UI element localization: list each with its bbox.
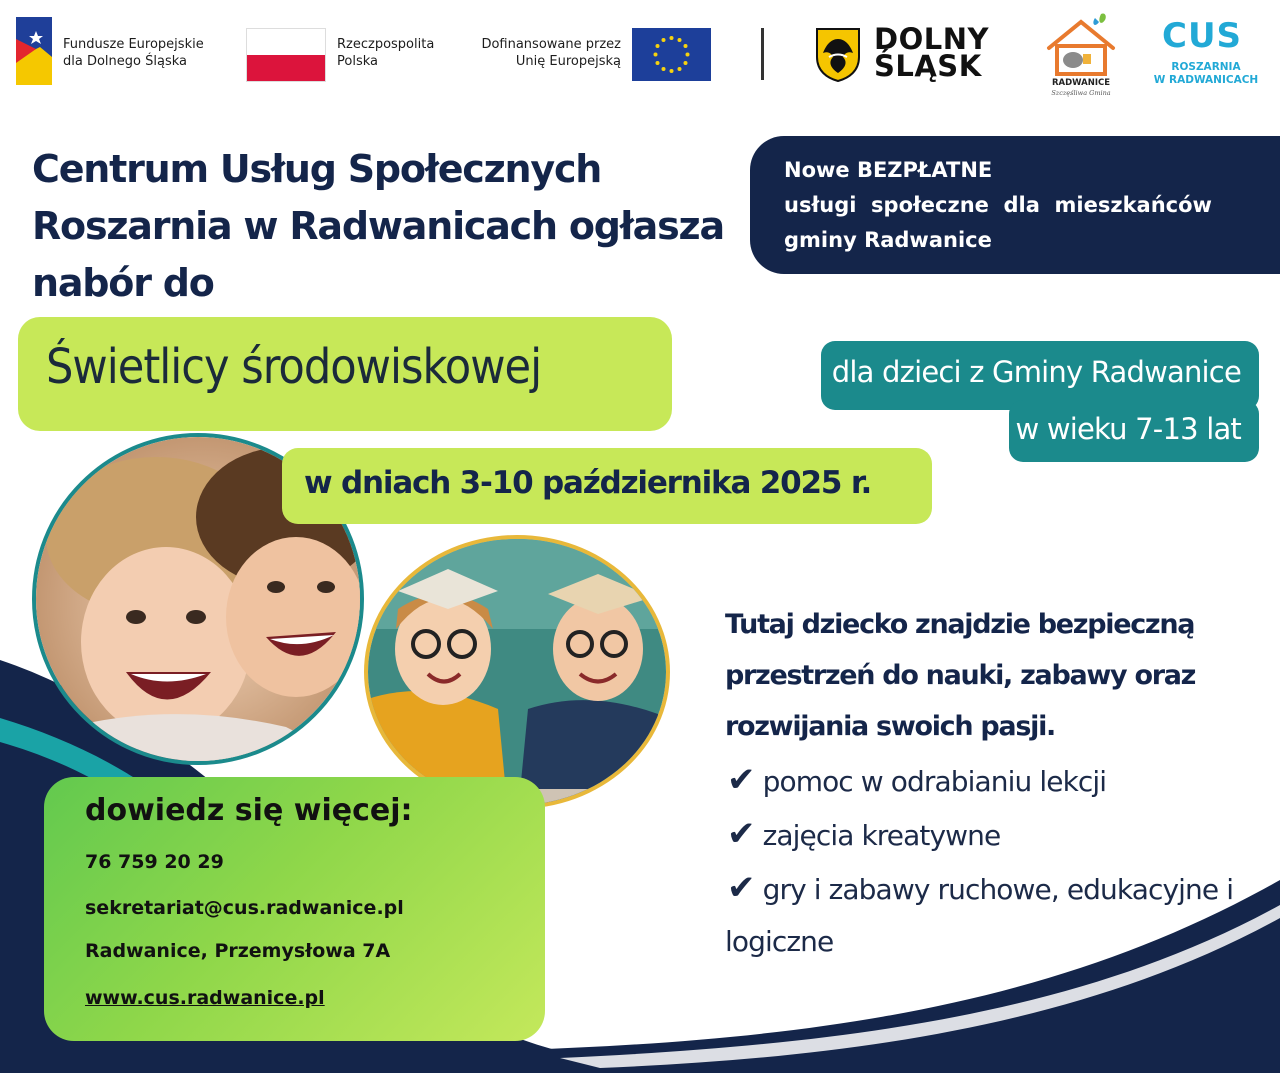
info-line-2: przestrzeń do nauki, zabawy oraz — [725, 660, 1196, 691]
eu-flag-icon — [632, 28, 711, 81]
checkmark-icon: ✔ — [727, 814, 755, 854]
polish-flag — [246, 28, 326, 82]
info-paragraph — [725, 599, 1265, 752]
contact-website-link[interactable]: www.cus.radwanice.pl — [85, 987, 325, 1009]
audience-box-2 — [1009, 400, 1259, 462]
free-services-banner — [750, 136, 1280, 274]
banner-line-3: gminy Radwanice — [784, 228, 992, 252]
checklist-text-3: gry i zabawy ruchowe, edukacyjne i — [762, 873, 1234, 906]
fundusze-europejskie-logo — [16, 17, 52, 85]
info-line-1: Tutaj dziecko znajdzie bezpieczną — [725, 609, 1195, 640]
banner-line-1: Nowe BEZPŁATNE — [784, 158, 993, 182]
info-line-3: rozwijania swoich pasji. — [725, 711, 1055, 742]
children-photo-2 — [364, 535, 670, 809]
contact-box — [44, 777, 545, 1041]
radwanice-house-logo — [1043, 8, 1119, 78]
audience-line-2: w wieku 7-13 lat — [1015, 412, 1241, 446]
contact-email[interactable]: sekretariat@cus.radwanice.pl — [85, 897, 404, 919]
checkmark-icon: ✔ — [727, 760, 755, 800]
checklist-text-2: zajęcia kreatywne — [762, 819, 1001, 852]
fundusze-europejskie-text: Fundusze Europejskie dla Dolnego Śląska — [63, 37, 204, 69]
checklist-item-3-continued: logiczne — [725, 925, 834, 958]
eu-funding-text: Dofinansowane przez Unię Europejską — [481, 37, 621, 69]
banner-line-2: usługi społeczne dla mieszkańców — [784, 193, 1212, 217]
radwanice-subtitle: Szczęśliwa Gmina — [1051, 89, 1111, 97]
checklist-item-3 — [727, 868, 1233, 908]
cus-logo: CUS — [1162, 16, 1243, 56]
checklist-item-1 — [727, 760, 1106, 800]
headline-line-2: Roszarnia w Radwanicach ogłasza — [32, 204, 724, 248]
dates-text: w dniach 3-10 października 2025 r. — [304, 465, 872, 501]
checkmark-icon: ✔ — [727, 868, 755, 908]
audience-line-1: dla dzieci z Gminy Radwanice — [831, 355, 1241, 389]
dates-box — [282, 448, 932, 524]
header-divider — [761, 28, 764, 80]
contact-title: dowiedz się więcej: — [85, 793, 413, 828]
contact-address: Radwanice, Przemysłowa 7A — [85, 940, 391, 962]
program-name-box — [18, 317, 672, 431]
headline-line-1: Centrum Usług Społecznych — [32, 147, 602, 191]
contact-phone[interactable]: 76 759 20 29 — [85, 851, 224, 873]
radwanice-text: RADWANICE — [1051, 78, 1111, 88]
program-name: Świetlicy środowiskowej — [46, 339, 542, 395]
cus-subtitle: ROSZARNIA W RADWANICACH — [1153, 61, 1259, 86]
headline-line-3: nabór do — [32, 261, 214, 305]
children-with-books-photo-icon — [368, 539, 670, 809]
rzeczpospolita-text: Rzeczpospolita Polska — [337, 37, 435, 69]
checklist-text-1: pomoc w odrabianiu lekcji — [762, 765, 1107, 798]
dolny-slask-text: DOLNY ŚLĄSK — [874, 22, 989, 83]
dolny-slask-coat-of-arms-icon — [815, 27, 861, 82]
checklist-item-2 — [727, 814, 1000, 854]
headline — [32, 141, 732, 312]
